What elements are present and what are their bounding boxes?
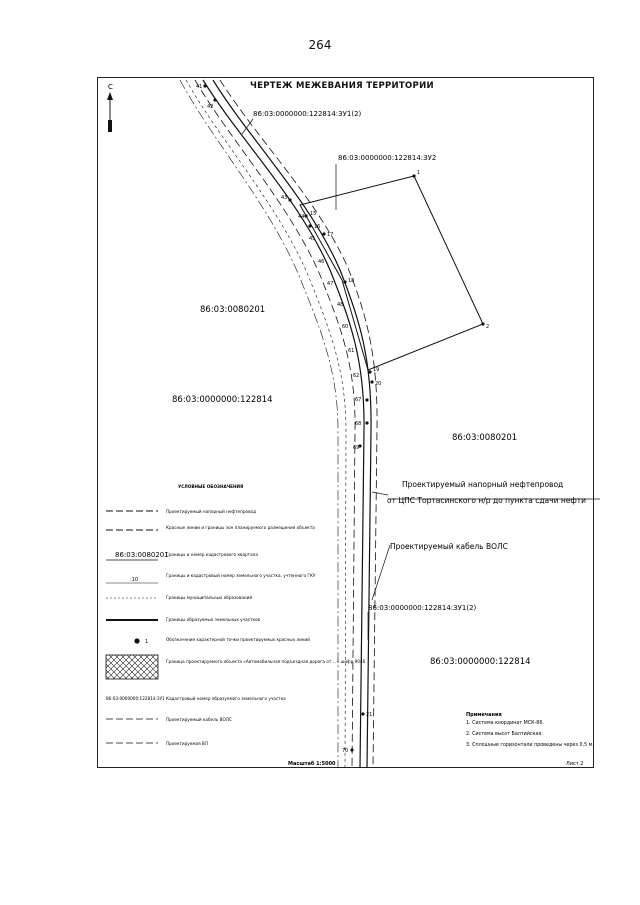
point-label: 62 bbox=[353, 373, 360, 379]
point-marker bbox=[368, 370, 371, 373]
label-pipeline-1: Проектируемый напорный нефтепровод bbox=[402, 480, 564, 489]
north-arrow-icon bbox=[107, 83, 113, 132]
label-parcel-zu1-bottom: 86:03:0000000:122814:ЗУ1(2) bbox=[368, 604, 477, 612]
point-marker bbox=[304, 214, 307, 217]
point-label: 61 bbox=[348, 348, 355, 354]
point-marker bbox=[365, 421, 368, 424]
point-marker bbox=[322, 232, 325, 235]
point-marker bbox=[350, 748, 353, 751]
point-marker bbox=[288, 198, 291, 201]
point-label: 15 bbox=[310, 211, 317, 217]
legend-sample: 86:03:0080201 bbox=[115, 551, 169, 559]
point-marker bbox=[412, 174, 415, 177]
legend-text: Обозначение характерной точки проектируемых красных линий bbox=[166, 637, 310, 642]
note-item: 1. Система координат МСК-86. bbox=[466, 721, 544, 726]
legend-title: УСЛОВНЫЕ ОБОЗНАЧЕНИЯ bbox=[178, 484, 244, 489]
point-label: 41 bbox=[196, 84, 203, 90]
point-label: 60 bbox=[342, 324, 349, 330]
legend-sample: 1 bbox=[145, 639, 149, 645]
legend-text: Границы образуемых земельных участков bbox=[166, 617, 261, 622]
survey-points bbox=[196, 84, 489, 754]
point-marker bbox=[213, 98, 216, 101]
point-label: 21 bbox=[366, 712, 373, 718]
point-label: 20 bbox=[375, 381, 382, 387]
label-parcel-right-bottom: 86:03:0000000:122814 bbox=[430, 657, 531, 667]
label-pipeline-2: от ЦПС Тортасинского н/р до пункта сдачи нефти bbox=[387, 496, 587, 505]
point-marker bbox=[365, 398, 368, 401]
legend bbox=[106, 484, 366, 746]
legend-sample: :10 bbox=[130, 577, 139, 583]
point-label: 69 bbox=[353, 445, 360, 451]
point-marker bbox=[361, 712, 364, 715]
point-label: 46 bbox=[318, 259, 325, 265]
map-scale: Масштаб 1:5000 bbox=[288, 761, 336, 767]
point-label: 45 bbox=[309, 236, 316, 242]
point-marker bbox=[308, 224, 311, 227]
notes bbox=[466, 712, 594, 748]
legend-text: Кадастровый номер образуемого земельного участка bbox=[166, 696, 286, 701]
point-label: 44 bbox=[298, 214, 305, 220]
legend-text: Границы и кадастровый номер земельного участка, учтенного ГКУ bbox=[166, 573, 316, 578]
map-title: ЧЕРТЕЖ МЕЖЕВАНИЯ ТЕРРИТОРИИ bbox=[250, 81, 434, 91]
point-label: 42 bbox=[207, 104, 214, 110]
label-quarter-left: 86:03:0080201 bbox=[200, 305, 266, 315]
point-label: 19 bbox=[373, 367, 380, 373]
point-label: 17 bbox=[327, 232, 334, 238]
legend-sample: 86:03:0000000:122814:ЗУ1 bbox=[106, 696, 165, 701]
page-number: 264 bbox=[308, 38, 332, 52]
note-item: 2. Система высот Балтийская. bbox=[466, 732, 543, 737]
legend-text: Красные линии и границы зон планируемого размещения объекта bbox=[166, 525, 315, 530]
point-marker bbox=[481, 322, 484, 325]
point-label: 16 bbox=[314, 224, 321, 230]
point-label: 43 bbox=[281, 195, 288, 201]
point-label: 68 bbox=[355, 421, 362, 427]
point-marker bbox=[343, 280, 346, 283]
legend-text: Проектируемый напорный нефтепровод bbox=[166, 509, 257, 514]
legend-text: Проектируемый кабель ВОЛС bbox=[166, 717, 232, 722]
label-quarter-right: 86:03:0080201 bbox=[452, 433, 518, 443]
point-marker bbox=[203, 84, 206, 87]
notes-title: Примечания bbox=[466, 712, 502, 718]
point-label: 18 bbox=[348, 278, 355, 284]
point-label: 48 bbox=[337, 302, 344, 308]
point-label: 67 bbox=[355, 397, 362, 403]
note-item: 3. Сплошные горизонтали проведены через 0,5 м. bbox=[466, 743, 594, 748]
label-cable: Проектируемый кабель ВОЛС bbox=[390, 542, 508, 551]
legend-text: Границы муниципальных образований bbox=[166, 595, 253, 600]
point-marker bbox=[370, 380, 373, 383]
point-label: 47 bbox=[327, 281, 334, 287]
point-label: 1 bbox=[417, 170, 421, 176]
label-parcel-zu2: 86:03:0000000:122814:ЗУ2 bbox=[338, 154, 437, 162]
north-label: С bbox=[108, 83, 113, 91]
legend-text: Граница проектируемого объекта «Автомобильная подъездная дорога от ...» шифр 9046 bbox=[166, 659, 366, 664]
point-label: 2 bbox=[486, 324, 490, 330]
point-label: 70 bbox=[342, 748, 349, 754]
label-parcel-left: 86:03:0000000:122814 bbox=[172, 395, 273, 405]
parcel-zu2-polygon bbox=[300, 176, 483, 370]
legend-text: Границы и номер кадастрового квартала bbox=[166, 552, 258, 557]
legend-text: Проектируемая ВЛ bbox=[166, 741, 208, 746]
sheet-number: Лист 2 bbox=[566, 761, 584, 767]
label-parcel-zu1-top: 86:03:0000000:122814:ЗУ1(2) bbox=[253, 110, 362, 118]
